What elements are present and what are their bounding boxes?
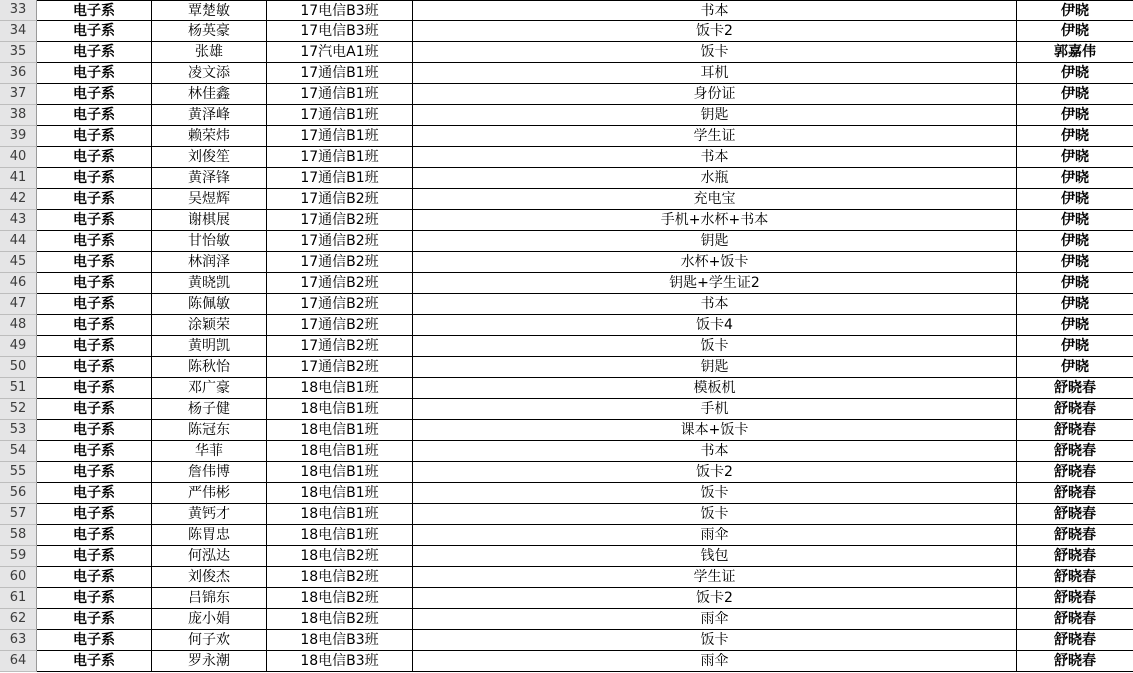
- student-name-cell[interactable]: 林佳鑫: [152, 84, 267, 105]
- item-cell[interactable]: 充电宝: [413, 189, 1017, 210]
- handler-cell[interactable]: 伊晓: [1017, 273, 1133, 294]
- student-name-cell[interactable]: 严伟彬: [152, 483, 267, 504]
- table-row: [0, 210, 1133, 231]
- department-cell[interactable]: 电子系: [37, 651, 152, 672]
- handler-cell[interactable]: 舒晓春: [1017, 420, 1133, 441]
- table-row: [0, 483, 1133, 504]
- row-header-cell[interactable]: 35: [0, 42, 37, 63]
- item-cell[interactable]: 钥匙: [413, 231, 1017, 252]
- student-name-cell[interactable]: 赖荣炜: [152, 126, 267, 147]
- table-row: [0, 462, 1133, 483]
- department-cell[interactable]: 电子系: [37, 231, 152, 252]
- handler-cell[interactable]: 伊晓: [1017, 231, 1133, 252]
- student-name-cell[interactable]: 刘俊杰: [152, 567, 267, 588]
- table-row: [0, 336, 1133, 357]
- student-name-cell[interactable]: 华菲: [152, 441, 267, 462]
- item-cell[interactable]: 手机+水杯+书本: [413, 210, 1017, 231]
- class-cell[interactable]: 18电信B3班: [267, 630, 413, 651]
- student-name-cell[interactable]: 陈胃忠: [152, 525, 267, 546]
- handler-cell[interactable]: 伊晓: [1017, 168, 1133, 189]
- student-name-cell[interactable]: 杨子健: [152, 399, 267, 420]
- row-header-cell[interactable]: 38: [0, 105, 37, 126]
- handler-cell[interactable]: 舒晓春: [1017, 504, 1133, 525]
- item-cell[interactable]: 钥匙: [413, 357, 1017, 378]
- department-cell[interactable]: 电子系: [37, 210, 152, 231]
- row-header-cell[interactable]: 42: [0, 189, 37, 210]
- row-header-cell[interactable]: 58: [0, 525, 37, 546]
- item-cell[interactable]: 课本+饭卡: [413, 420, 1017, 441]
- student-name-cell[interactable]: 黄明凯: [152, 336, 267, 357]
- department-cell[interactable]: 电子系: [37, 483, 152, 504]
- item-cell[interactable]: 书本: [413, 294, 1017, 315]
- department-cell[interactable]: 电子系: [37, 630, 152, 651]
- student-name-cell[interactable]: 詹伟博: [152, 462, 267, 483]
- student-name-cell[interactable]: 罗永潮: [152, 651, 267, 672]
- item-cell[interactable]: 书本: [413, 147, 1017, 168]
- item-cell[interactable]: 饭卡2: [413, 21, 1017, 42]
- handler-cell[interactable]: 伊晓: [1017, 189, 1133, 210]
- student-name-cell[interactable]: 黄晓凯: [152, 273, 267, 294]
- class-cell[interactable]: 17通信B2班: [267, 294, 413, 315]
- table-row: [0, 420, 1133, 441]
- row-header-cell[interactable]: 45: [0, 252, 37, 273]
- table-row: [0, 651, 1133, 672]
- class-cell[interactable]: 18电信B2班: [267, 567, 413, 588]
- item-cell[interactable]: 学生证: [413, 567, 1017, 588]
- item-cell[interactable]: 饭卡: [413, 336, 1017, 357]
- row-header-cell[interactable]: 64: [0, 651, 37, 672]
- department-cell[interactable]: 电子系: [37, 357, 152, 378]
- handler-cell[interactable]: 舒晓春: [1017, 567, 1133, 588]
- student-name-cell[interactable]: 甘怡敏: [152, 231, 267, 252]
- class-cell[interactable]: 18电信B1班: [267, 462, 413, 483]
- handler-cell[interactable]: 伊晓: [1017, 126, 1133, 147]
- class-cell[interactable]: 17通信B1班: [267, 63, 413, 84]
- handler-cell[interactable]: 舒晓春: [1017, 378, 1133, 399]
- item-cell[interactable]: 饭卡2: [413, 462, 1017, 483]
- handler-cell[interactable]: 舒晓春: [1017, 441, 1133, 462]
- student-name-cell[interactable]: 何泓达: [152, 546, 267, 567]
- row-header-cell[interactable]: 39: [0, 126, 37, 147]
- student-name-cell[interactable]: 吴煜辉: [152, 189, 267, 210]
- table-row: [0, 273, 1133, 294]
- row-header-cell[interactable]: 44: [0, 231, 37, 252]
- department-cell[interactable]: 电子系: [37, 21, 152, 42]
- student-name-cell[interactable]: 陈冠东: [152, 420, 267, 441]
- handler-cell[interactable]: 舒晓春: [1017, 630, 1133, 651]
- table-row: [0, 252, 1133, 273]
- table-row: [0, 630, 1133, 651]
- handler-cell[interactable]: 伊晓: [1017, 21, 1133, 42]
- class-cell[interactable]: 18电信B1班: [267, 441, 413, 462]
- handler-cell[interactable]: 舒晓春: [1017, 462, 1133, 483]
- table-row: [0, 441, 1133, 462]
- class-cell[interactable]: 17通信B2班: [267, 357, 413, 378]
- row-header-cell[interactable]: 50: [0, 357, 37, 378]
- table-row: [0, 504, 1133, 525]
- row-header-cell[interactable]: 52: [0, 399, 37, 420]
- row-header-cell[interactable]: 55: [0, 462, 37, 483]
- department-cell[interactable]: 电子系: [37, 147, 152, 168]
- row-header-cell[interactable]: 51: [0, 378, 37, 399]
- handler-cell[interactable]: 舒晓春: [1017, 546, 1133, 567]
- table-row: [0, 189, 1133, 210]
- student-name-cell[interactable]: 林润泽: [152, 252, 267, 273]
- handler-cell[interactable]: 舒晓春: [1017, 483, 1133, 504]
- class-cell[interactable]: 17通信B2班: [267, 210, 413, 231]
- department-cell[interactable]: 电子系: [37, 0, 152, 21]
- class-cell[interactable]: 18电信B2班: [267, 609, 413, 630]
- department-cell[interactable]: 电子系: [37, 189, 152, 210]
- table-row: [0, 105, 1133, 126]
- item-cell[interactable]: 雨伞: [413, 525, 1017, 546]
- handler-cell[interactable]: 伊晓: [1017, 210, 1133, 231]
- handler-cell[interactable]: 舒晓春: [1017, 588, 1133, 609]
- class-cell[interactable]: 17通信B1班: [267, 84, 413, 105]
- department-cell[interactable]: 电子系: [37, 126, 152, 147]
- department-cell[interactable]: 电子系: [37, 42, 152, 63]
- row-header-cell[interactable]: 49: [0, 336, 37, 357]
- class-cell[interactable]: 17通信B2班: [267, 231, 413, 252]
- department-cell[interactable]: 电子系: [37, 588, 152, 609]
- item-cell[interactable]: 饭卡4: [413, 315, 1017, 336]
- row-header-cell[interactable]: 60: [0, 567, 37, 588]
- class-cell[interactable]: 18电信B2班: [267, 588, 413, 609]
- row-header-cell[interactable]: 43: [0, 210, 37, 231]
- class-cell[interactable]: 17通信B1班: [267, 126, 413, 147]
- department-cell[interactable]: 电子系: [37, 105, 152, 126]
- department-cell[interactable]: 电子系: [37, 546, 152, 567]
- class-cell[interactable]: 18电信B1班: [267, 399, 413, 420]
- table-row: [0, 357, 1133, 378]
- row-header-cell[interactable]: 41: [0, 168, 37, 189]
- student-name-cell[interactable]: 黄泽锋: [152, 168, 267, 189]
- table-row: [0, 231, 1133, 252]
- handler-cell[interactable]: 伊晓: [1017, 357, 1133, 378]
- class-cell[interactable]: 17通信B1班: [267, 168, 413, 189]
- department-cell[interactable]: 电子系: [37, 336, 152, 357]
- department-cell[interactable]: 电子系: [37, 63, 152, 84]
- department-cell[interactable]: 电子系: [37, 252, 152, 273]
- row-header-cell[interactable]: 56: [0, 483, 37, 504]
- item-cell[interactable]: 饭卡: [413, 42, 1017, 63]
- handler-cell[interactable]: 伊晓: [1017, 63, 1133, 84]
- handler-cell[interactable]: 伊晓: [1017, 147, 1133, 168]
- row-header-cell[interactable]: 37: [0, 84, 37, 105]
- class-cell[interactable]: 17通信B2班: [267, 273, 413, 294]
- department-cell[interactable]: 电子系: [37, 399, 152, 420]
- table-row: [0, 525, 1133, 546]
- item-cell[interactable]: 身份证: [413, 84, 1017, 105]
- class-cell[interactable]: 17汽电A1班: [267, 42, 413, 63]
- row-header-cell[interactable]: 62: [0, 609, 37, 630]
- item-cell[interactable]: 学生证: [413, 126, 1017, 147]
- row-header-cell[interactable]: 57: [0, 504, 37, 525]
- handler-cell[interactable]: 伊晓: [1017, 315, 1133, 336]
- department-cell[interactable]: 电子系: [37, 462, 152, 483]
- handler-cell[interactable]: 舒晓春: [1017, 609, 1133, 630]
- student-name-cell[interactable]: 谢棋展: [152, 210, 267, 231]
- department-cell[interactable]: 电子系: [37, 294, 152, 315]
- class-cell[interactable]: 18电信B1班: [267, 504, 413, 525]
- item-cell[interactable]: 模板机: [413, 378, 1017, 399]
- handler-cell[interactable]: 舒晓春: [1017, 525, 1133, 546]
- row-header-cell[interactable]: 59: [0, 546, 37, 567]
- student-name-cell[interactable]: 杨英豪: [152, 21, 267, 42]
- table-row: [0, 42, 1133, 63]
- table-row: [0, 546, 1133, 567]
- handler-cell[interactable]: 伊晓: [1017, 294, 1133, 315]
- row-header-cell[interactable]: 53: [0, 420, 37, 441]
- department-cell[interactable]: 电子系: [37, 609, 152, 630]
- handler-cell[interactable]: 伊晓: [1017, 105, 1133, 126]
- item-cell[interactable]: 饭卡2: [413, 588, 1017, 609]
- handler-cell[interactable]: 舒晓春: [1017, 399, 1133, 420]
- item-cell[interactable]: 雨伞: [413, 651, 1017, 672]
- table-row: [0, 21, 1133, 42]
- class-cell[interactable]: 18电信B1班: [267, 525, 413, 546]
- table-row: [0, 609, 1133, 630]
- class-cell[interactable]: 18电信B1班: [267, 378, 413, 399]
- student-name-cell[interactable]: 凌文添: [152, 63, 267, 84]
- class-cell[interactable]: 17电信B3班: [267, 21, 413, 42]
- department-cell[interactable]: 电子系: [37, 567, 152, 588]
- student-name-cell[interactable]: 陈佩敏: [152, 294, 267, 315]
- row-header-cell[interactable]: 48: [0, 315, 37, 336]
- class-cell[interactable]: 18电信B3班: [267, 651, 413, 672]
- table-row: [0, 588, 1133, 609]
- item-cell[interactable]: 水杯+饭卡: [413, 252, 1017, 273]
- class-cell[interactable]: 18电信B2班: [267, 546, 413, 567]
- item-cell[interactable]: 饭卡: [413, 483, 1017, 504]
- student-name-cell[interactable]: 覃楚敏: [152, 0, 267, 21]
- student-name-cell[interactable]: 庞小娟: [152, 609, 267, 630]
- table-row: [0, 168, 1133, 189]
- student-name-cell[interactable]: 黄泽峰: [152, 105, 267, 126]
- item-cell[interactable]: 钥匙+学生证2: [413, 273, 1017, 294]
- class-cell[interactable]: 17通信B2班: [267, 252, 413, 273]
- class-cell[interactable]: 18电信B1班: [267, 483, 413, 504]
- item-cell[interactable]: 书本: [413, 0, 1017, 21]
- department-cell[interactable]: 电子系: [37, 315, 152, 336]
- student-name-cell[interactable]: 吕锦东: [152, 588, 267, 609]
- handler-cell[interactable]: 伊晓: [1017, 84, 1133, 105]
- item-cell[interactable]: 雨伞: [413, 609, 1017, 630]
- table-row: [0, 315, 1133, 336]
- row-header-cell[interactable]: 47: [0, 294, 37, 315]
- table-row: [0, 84, 1133, 105]
- table-row: [0, 147, 1133, 168]
- table-row: [0, 126, 1133, 147]
- item-cell[interactable]: 钱包: [413, 546, 1017, 567]
- class-cell[interactable]: 17电信B3班: [267, 0, 413, 21]
- table-row: [0, 378, 1133, 399]
- student-name-cell[interactable]: 陈秋怡: [152, 357, 267, 378]
- department-cell[interactable]: 电子系: [37, 273, 152, 294]
- item-cell[interactable]: 饭卡: [413, 504, 1017, 525]
- item-cell[interactable]: 饭卡: [413, 630, 1017, 651]
- handler-cell[interactable]: 伊晓: [1017, 0, 1133, 21]
- table-row: [0, 294, 1133, 315]
- row-header-cell[interactable]: 46: [0, 273, 37, 294]
- class-cell[interactable]: 17通信B1班: [267, 147, 413, 168]
- student-name-cell[interactable]: 涂颖荣: [152, 315, 267, 336]
- student-name-cell[interactable]: 黄钙才: [152, 504, 267, 525]
- student-name-cell[interactable]: 邓广豪: [152, 378, 267, 399]
- row-header-cell[interactable]: 63: [0, 630, 37, 651]
- item-cell[interactable]: 钥匙: [413, 105, 1017, 126]
- handler-cell[interactable]: 郭嘉伟: [1017, 42, 1133, 63]
- row-header-cell[interactable]: 54: [0, 441, 37, 462]
- department-cell[interactable]: 电子系: [37, 525, 152, 546]
- item-cell[interactable]: 水瓶: [413, 168, 1017, 189]
- table-row: [0, 567, 1133, 588]
- class-cell[interactable]: 17通信B2班: [267, 189, 413, 210]
- department-cell[interactable]: 电子系: [37, 504, 152, 525]
- class-cell[interactable]: 17通信B2班: [267, 315, 413, 336]
- item-cell[interactable]: 书本: [413, 441, 1017, 462]
- class-cell[interactable]: 17通信B1班: [267, 105, 413, 126]
- item-cell[interactable]: 耳机: [413, 63, 1017, 84]
- table-row: [0, 399, 1133, 420]
- student-name-cell[interactable]: 刘俊笙: [152, 147, 267, 168]
- row-header-cell[interactable]: 40: [0, 147, 37, 168]
- row-header-cell[interactable]: 61: [0, 588, 37, 609]
- department-cell[interactable]: 电子系: [37, 84, 152, 105]
- handler-cell[interactable]: 伊晓: [1017, 252, 1133, 273]
- table-row: [0, 63, 1133, 84]
- department-cell[interactable]: 电子系: [37, 378, 152, 399]
- row-header-cell[interactable]: 33: [0, 0, 37, 21]
- department-cell[interactable]: 电子系: [37, 441, 152, 462]
- student-name-cell[interactable]: 张雄: [152, 42, 267, 63]
- row-header-cell[interactable]: 34: [0, 21, 37, 42]
- row-header-cell[interactable]: 36: [0, 63, 37, 84]
- item-cell[interactable]: 手机: [413, 399, 1017, 420]
- handler-cell[interactable]: 舒晓春: [1017, 651, 1133, 672]
- department-cell[interactable]: 电子系: [37, 168, 152, 189]
- table-row: [0, 0, 1133, 21]
- class-cell[interactable]: 18电信B1班: [267, 420, 413, 441]
- handler-cell[interactable]: 伊晓: [1017, 336, 1133, 357]
- department-cell[interactable]: 电子系: [37, 420, 152, 441]
- class-cell[interactable]: 17通信B2班: [267, 336, 413, 357]
- student-name-cell[interactable]: 何子欢: [152, 630, 267, 651]
